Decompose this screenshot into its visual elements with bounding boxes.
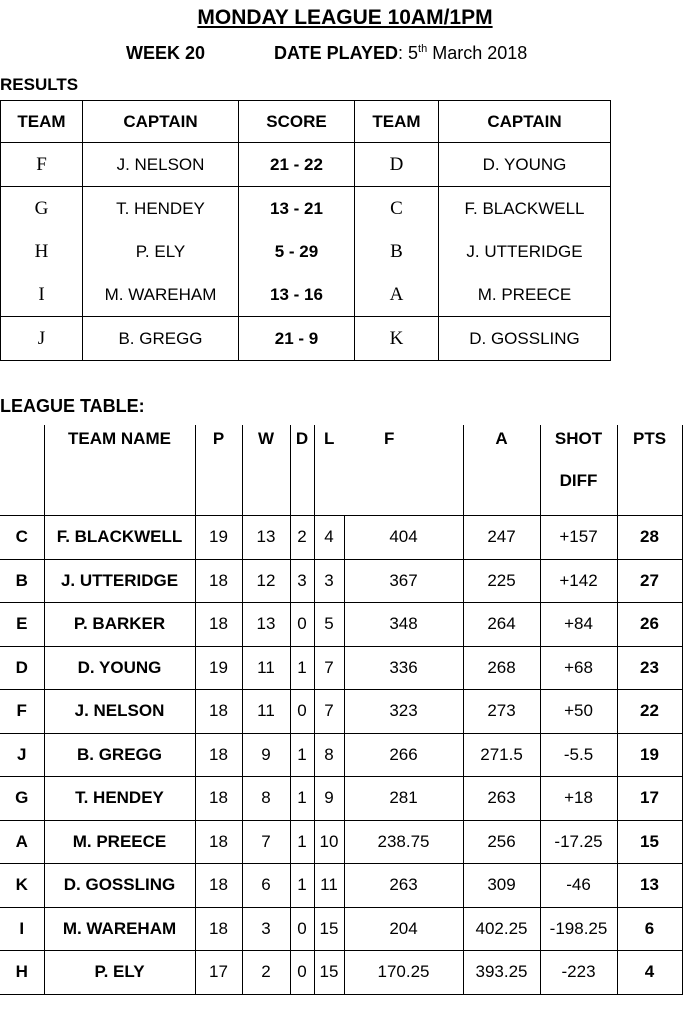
league-team-code: G xyxy=(0,777,44,821)
league-team-name: M. PREECE xyxy=(44,820,195,864)
league-points: 26 xyxy=(617,603,682,647)
league-team-code: B xyxy=(0,559,44,603)
result-team-away: K xyxy=(355,317,439,361)
league-lost: 7 xyxy=(314,646,344,690)
league-shots-for: 404 xyxy=(344,516,463,560)
league-row xyxy=(0,907,682,951)
league-drawn: 3 xyxy=(290,559,314,603)
results-table xyxy=(0,100,611,361)
league-shots-for: 204 xyxy=(344,907,463,951)
result-captain-home: B. GREGG xyxy=(83,317,239,361)
league-row xyxy=(0,690,682,734)
league-team-name: P. ELY xyxy=(44,951,195,995)
league-row xyxy=(0,603,682,647)
result-team-away: C xyxy=(355,187,439,231)
league-row xyxy=(0,646,682,690)
league-shots-against: 264 xyxy=(463,603,540,647)
league-shots-against: 271.5 xyxy=(463,733,540,777)
league-header-row xyxy=(0,425,682,516)
league-points: 6 xyxy=(617,907,682,951)
league-won: 12 xyxy=(242,559,290,603)
league-shots-for: 348 xyxy=(344,603,463,647)
results-row xyxy=(1,230,611,273)
league-shots-for: 323 xyxy=(344,690,463,734)
results-header-score: SCORE xyxy=(239,101,355,143)
league-lost: 8 xyxy=(314,733,344,777)
league-team-code: D xyxy=(0,646,44,690)
league-shot-diff: +68 xyxy=(540,646,617,690)
league-drawn: 2 xyxy=(290,516,314,560)
league-header-shot: SHOT xyxy=(554,429,603,448)
result-team-away: B xyxy=(355,230,439,273)
league-heading: LEAGUE TABLE: xyxy=(0,396,145,416)
league-drawn: 1 xyxy=(290,646,314,690)
league-shots-against: 273 xyxy=(463,690,540,734)
league-lost: 5 xyxy=(314,603,344,647)
league-drawn: 1 xyxy=(290,864,314,908)
league-header-code xyxy=(0,425,44,516)
result-score: 13 - 21 xyxy=(239,187,355,231)
league-points: 17 xyxy=(617,777,682,821)
league-drawn: 1 xyxy=(290,777,314,821)
league-header-shot-diff xyxy=(540,425,617,516)
league-played: 18 xyxy=(195,777,242,821)
league-shot-diff: +50 xyxy=(540,690,617,734)
results-row xyxy=(1,187,611,231)
league-shot-diff: -17.25 xyxy=(540,820,617,864)
league-played: 17 xyxy=(195,951,242,995)
result-captain-away: D. GOSSLING xyxy=(439,317,611,361)
league-row xyxy=(0,820,682,864)
league-lost: 9 xyxy=(314,777,344,821)
result-team-away: A xyxy=(355,273,439,317)
league-points: 23 xyxy=(617,646,682,690)
league-drawn: 0 xyxy=(290,603,314,647)
league-played: 18 xyxy=(195,690,242,734)
date-played-label: DATE PLAYED xyxy=(274,43,399,63)
league-won: 11 xyxy=(242,690,290,734)
league-shot-diff: +84 xyxy=(540,603,617,647)
league-drawn: 1 xyxy=(290,733,314,777)
result-score: 21 - 22 xyxy=(239,143,355,187)
league-won: 9 xyxy=(242,733,290,777)
league-played: 19 xyxy=(195,516,242,560)
league-header-f: F xyxy=(344,425,463,516)
league-lost: 7 xyxy=(314,690,344,734)
league-shot-diff: -5.5 xyxy=(540,733,617,777)
league-points: 28 xyxy=(617,516,682,560)
league-played: 19 xyxy=(195,646,242,690)
league-shot-diff: +18 xyxy=(540,777,617,821)
league-shots-against: 225 xyxy=(463,559,540,603)
result-captain-home: J. NELSON xyxy=(83,143,239,187)
league-row xyxy=(0,777,682,821)
league-header-team-name: TEAM NAME xyxy=(44,425,195,516)
league-played: 18 xyxy=(195,907,242,951)
league-shots-for: 281 xyxy=(344,777,463,821)
page-title: MONDAY LEAGUE 10AM/1PM xyxy=(197,6,493,29)
result-score: 21 - 9 xyxy=(239,317,355,361)
result-captain-away: M. PREECE xyxy=(439,273,611,317)
league-team-code: J xyxy=(0,733,44,777)
league-team-name: F. BLACKWELL xyxy=(44,516,195,560)
league-row xyxy=(0,559,682,603)
date-suffix: th xyxy=(418,43,428,55)
league-shots-for: 367 xyxy=(344,559,463,603)
league-team-code: E xyxy=(0,603,44,647)
league-header-a: A xyxy=(463,425,540,516)
league-team-code: C xyxy=(0,516,44,560)
league-team-code: H xyxy=(0,951,44,995)
league-team-name: D. GOSSLING xyxy=(44,864,195,908)
league-shots-for: 238.75 xyxy=(344,820,463,864)
league-header-p: P xyxy=(195,425,242,516)
result-captain-away: J. UTTERIDGE xyxy=(439,230,611,273)
results-header-captain2: CAPTAIN xyxy=(439,101,611,143)
league-points: 27 xyxy=(617,559,682,603)
league-team-name: P. BARKER xyxy=(44,603,195,647)
result-captain-home: T. HENDEY xyxy=(83,187,239,231)
league-won: 11 xyxy=(242,646,290,690)
result-team-away: D xyxy=(355,143,439,187)
results-row xyxy=(1,143,611,187)
league-shot-diff: +157 xyxy=(540,516,617,560)
league-team-code: I xyxy=(0,907,44,951)
league-header-diff: DIFF xyxy=(559,471,598,490)
league-played: 18 xyxy=(195,603,242,647)
league-header-l: L xyxy=(314,425,344,516)
league-lost: 10 xyxy=(314,820,344,864)
league-drawn: 0 xyxy=(290,907,314,951)
league-played: 18 xyxy=(195,864,242,908)
result-team-home: H xyxy=(1,230,83,273)
league-shots-for: 336 xyxy=(344,646,463,690)
result-team-home: F xyxy=(1,143,83,187)
league-points: 13 xyxy=(617,864,682,908)
league-team-name: B. GREGG xyxy=(44,733,195,777)
league-table xyxy=(0,425,683,995)
result-team-home: G xyxy=(1,187,83,231)
league-team-name: M. WAREHAM xyxy=(44,907,195,951)
result-score: 5 - 29 xyxy=(239,230,355,273)
league-points: 19 xyxy=(617,733,682,777)
league-team-name: J. NELSON xyxy=(44,690,195,734)
league-row xyxy=(0,864,682,908)
league-shots-against: 256 xyxy=(463,820,540,864)
league-shots-against: 247 xyxy=(463,516,540,560)
results-row xyxy=(1,273,611,317)
league-shots-against: 309 xyxy=(463,864,540,908)
league-shot-diff: -46 xyxy=(540,864,617,908)
league-won: 2 xyxy=(242,951,290,995)
league-row xyxy=(0,951,682,995)
result-team-home: I xyxy=(1,273,83,317)
league-won: 7 xyxy=(242,820,290,864)
league-won: 3 xyxy=(242,907,290,951)
league-played: 18 xyxy=(195,820,242,864)
league-lost: 15 xyxy=(314,907,344,951)
league-row xyxy=(0,516,682,560)
league-points: 15 xyxy=(617,820,682,864)
results-header-team2: TEAM xyxy=(355,101,439,143)
result-team-home: J xyxy=(1,317,83,361)
league-team-code: F xyxy=(0,690,44,734)
league-team-name: T. HENDEY xyxy=(44,777,195,821)
league-shots-for: 170.25 xyxy=(344,951,463,995)
league-team-name: D. YOUNG xyxy=(44,646,195,690)
date-played xyxy=(274,43,527,64)
league-shot-diff: +142 xyxy=(540,559,617,603)
league-shots-against: 268 xyxy=(463,646,540,690)
date-day: : 5 xyxy=(398,43,419,63)
league-shots-against: 393.25 xyxy=(463,951,540,995)
league-points: 22 xyxy=(617,690,682,734)
league-team-code: A xyxy=(0,820,44,864)
league-shots-against: 402.25 xyxy=(463,907,540,951)
league-lost: 15 xyxy=(314,951,344,995)
league-row xyxy=(0,733,682,777)
result-score: 13 - 16 xyxy=(239,273,355,317)
league-won: 6 xyxy=(242,864,290,908)
results-header-row xyxy=(1,101,611,143)
results-heading: RESULTS xyxy=(0,75,79,94)
league-team-code: K xyxy=(0,864,44,908)
league-header-pts: PTS xyxy=(617,425,682,516)
league-drawn: 1 xyxy=(290,820,314,864)
league-header-w: W xyxy=(242,425,290,516)
results-header-team: TEAM xyxy=(1,101,83,143)
result-captain-home: P. ELY xyxy=(83,230,239,273)
results-header-captain: CAPTAIN xyxy=(83,101,239,143)
league-lost: 11 xyxy=(314,864,344,908)
league-lost: 3 xyxy=(314,559,344,603)
league-shot-diff: -223 xyxy=(540,951,617,995)
league-team-name: J. UTTERIDGE xyxy=(44,559,195,603)
week-label: WEEK 20 xyxy=(126,43,206,63)
result-captain-home: M. WAREHAM xyxy=(83,273,239,317)
league-shots-for: 263 xyxy=(344,864,463,908)
league-won: 13 xyxy=(242,516,290,560)
league-points: 4 xyxy=(617,951,682,995)
league-shots-for: 266 xyxy=(344,733,463,777)
league-shot-diff: -198.25 xyxy=(540,907,617,951)
league-played: 18 xyxy=(195,559,242,603)
league-won: 8 xyxy=(242,777,290,821)
result-captain-away: F. BLACKWELL xyxy=(439,187,611,231)
league-won: 13 xyxy=(242,603,290,647)
date-rest: March 2018 xyxy=(427,43,528,63)
league-shots-against: 263 xyxy=(463,777,540,821)
result-captain-away: D. YOUNG xyxy=(439,143,611,187)
results-row xyxy=(1,317,611,361)
league-header-d: D xyxy=(290,425,314,516)
league-drawn: 0 xyxy=(290,690,314,734)
league-played: 18 xyxy=(195,733,242,777)
league-drawn: 0 xyxy=(290,951,314,995)
league-lost: 4 xyxy=(314,516,344,560)
